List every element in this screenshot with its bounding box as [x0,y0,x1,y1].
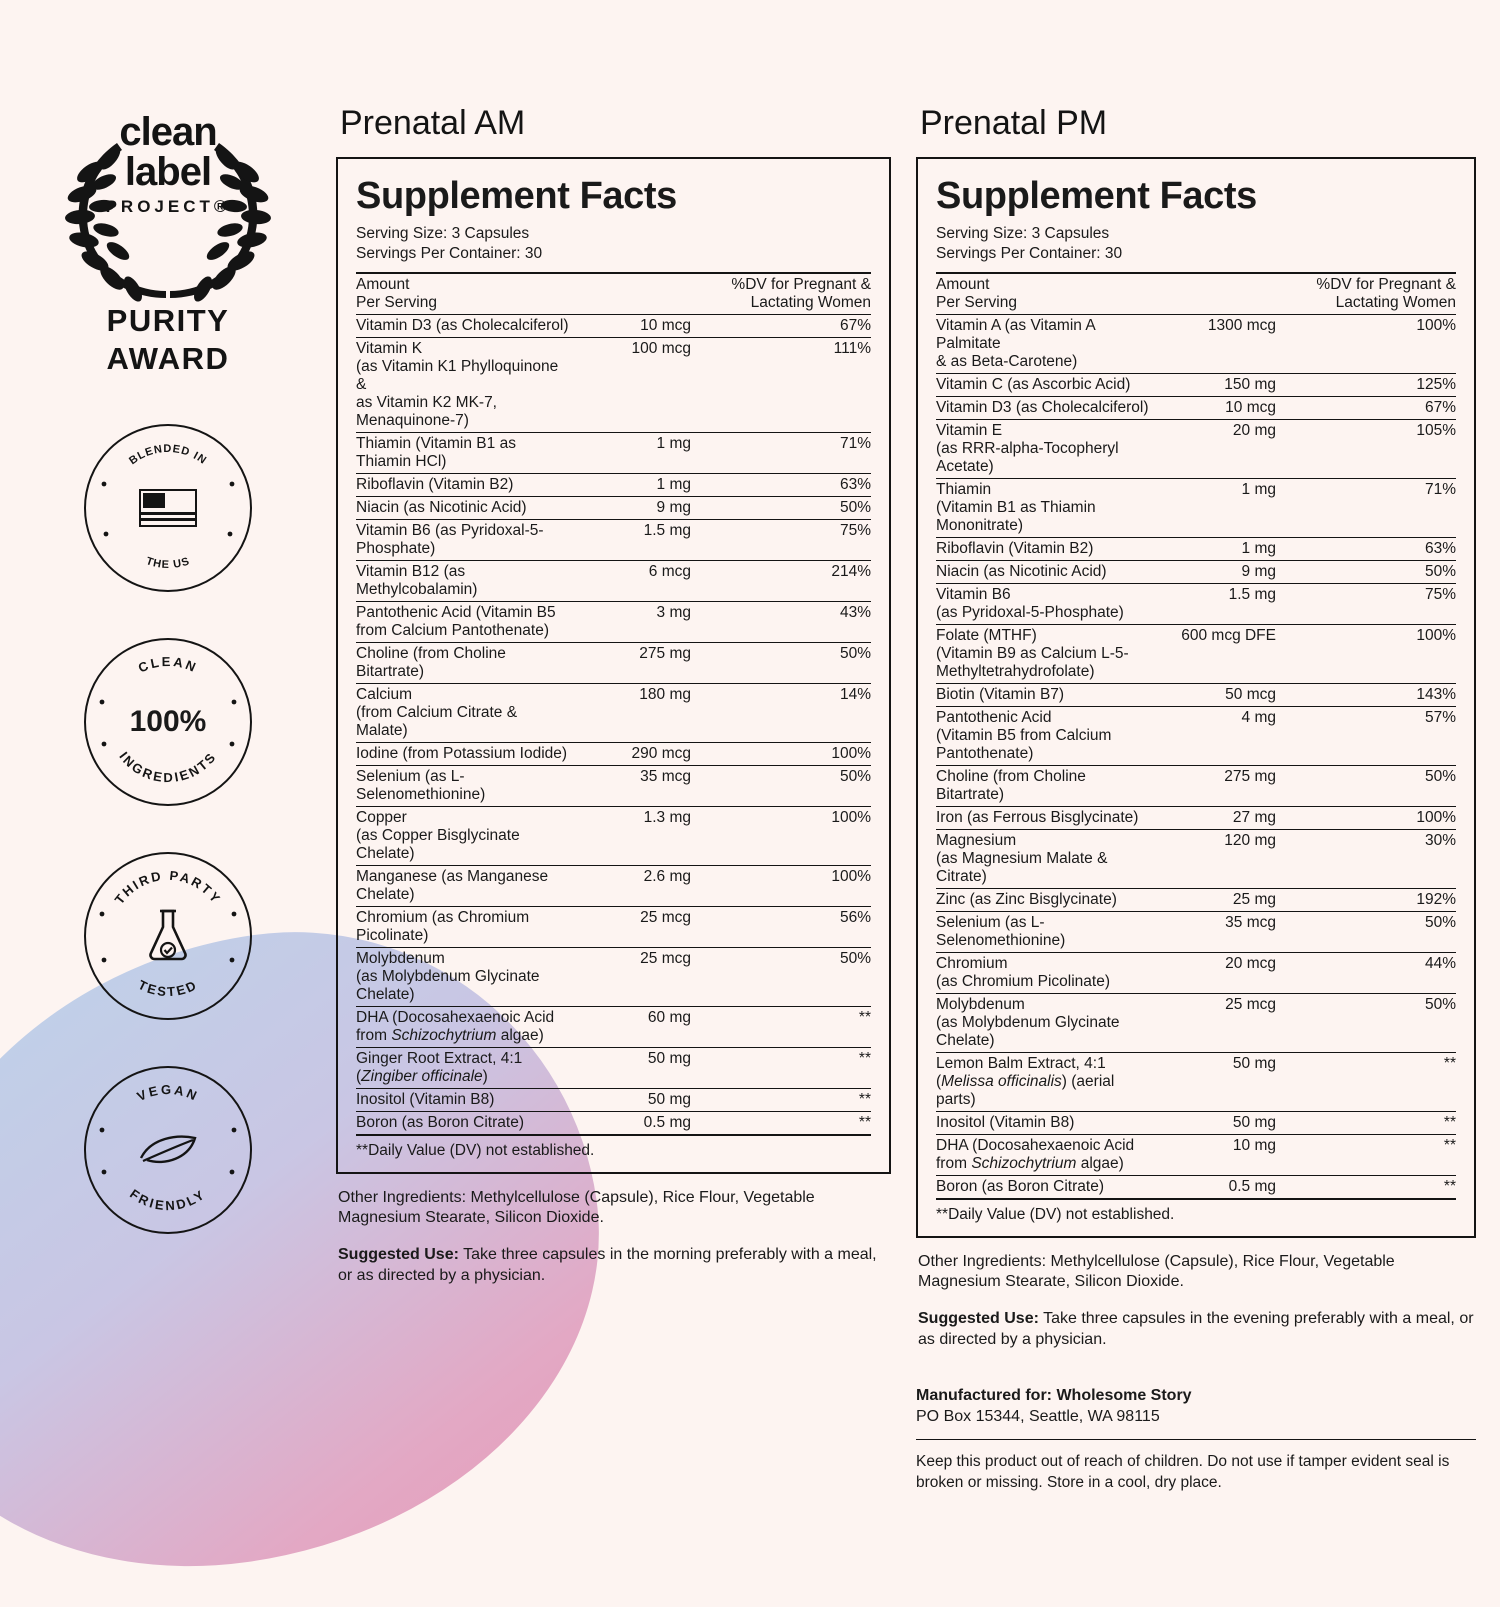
nutrient-daily-value: 71% [1424,480,1456,498]
purity-award-text: PURITY AWARD [106,303,230,376]
nutrient-name: Inositol (Vitamin B8) [936,1113,1075,1131]
pm-header-amount: Amount Per Serving [936,275,1017,311]
nutrient-name: Riboflavin (Vitamin B2) [356,475,514,493]
pm-header-dv: %DV for Pregnant & Lactating Women [1316,275,1456,311]
nutrient-daily-value: ** [1443,1054,1456,1072]
table-row [356,642,871,683]
nutrient-amount: 25 mcg [1225,995,1276,1013]
vegan-center [86,1068,250,1232]
third-party-center [86,854,250,1018]
clp-line3: PROJECT® [105,197,231,216]
table-row [936,560,1456,583]
nutrient-amount: 10 mcg [640,316,691,334]
nutrient-name: Copper (as Copper Bisglycinate Chelate) [356,808,520,862]
nutrient-name: Niacin (as Nicotinic Acid) [936,562,1107,580]
nutrient-amount: 4 mg [1241,708,1276,726]
am-servings-per-container: Servings Per Container: 30 [356,244,543,262]
third-party-tested-badge [84,852,252,1020]
nutrient-daily-value: 75% [1424,585,1456,603]
nutrient-name: Vitamin E (as RRR-alpha-Tocopheryl Acetate) [936,421,1119,475]
nutrient-daily-value: 214% [831,562,871,580]
table-row [356,947,871,1006]
nutrient-name: Magnesium (as Magnesium Malate & Citrate) [936,831,1108,885]
nutrient-daily-value: 44% [1424,954,1456,972]
nutrient-amount: 20 mcg [1225,954,1276,972]
nutrient-name: Ginger Root Extract, 4:1 (Zingiber officinale) [356,1049,523,1085]
table-row [356,1047,871,1088]
nutrient-name: Manganese (as Manganese Chelate) [356,867,549,903]
nutrient-name: Niacin (as Nicotinic Acid) [356,498,527,516]
manufactured-block [916,1385,1476,1427]
nutrient-name: Vitamin B6 (as Pyridoxal-5-Phosphate) [356,521,544,557]
us-flag-icon [139,489,197,527]
nutrient-amount: 25 mcg [640,949,691,967]
nutrient-daily-value: 63% [1424,539,1456,557]
pm-suggested-use [918,1309,1474,1351]
pm-supplement-facts-box [916,157,1476,1238]
pm-servings-per-container: Servings Per Container: 30 [936,244,1123,262]
table-row [936,373,1456,396]
badge-column [28,86,308,1234]
prenatal-am-panel [336,104,891,1287]
nutrient-amount: 60 mg [647,1008,691,1026]
nutrient-amount: 20 mg [1232,421,1276,439]
nutrient-daily-value: 67% [1424,398,1456,416]
nutrient-amount: 1300 mcg [1207,316,1276,334]
pm-footnote: **Daily Value (DV) not established. [936,1205,1175,1223]
nutrient-amount: 1.5 mg [1228,585,1276,603]
clean-ingredients-value: 100% [129,704,207,738]
pm-title: Prenatal PM [920,104,1108,142]
pm-serving-info [936,224,1456,264]
svg-text:VEGAN: VEGAN [134,1081,202,1104]
blended-in-us-center [86,426,250,590]
nutrient-name: Folate (MTHF) (Vitamin B9 as Calcium L-5-Methyltetrahydrofolate) [936,626,1129,680]
nutrient-daily-value: 50% [1424,767,1456,785]
nutrient-amount: 275 mg [639,644,691,662]
nutrient-daily-value: 100% [831,867,871,885]
table-row [356,473,871,496]
nutrient-name: DHA (Docosahexaenoic Acid from Schizochytrium algae) [936,1136,1135,1172]
nutrient-daily-value: 71% [839,434,871,452]
am-title: Prenatal AM [340,104,526,142]
nutrient-amount: 50 mg [1232,1054,1276,1072]
svg-text:TESTED: TESTED [135,976,201,999]
table-row [936,911,1456,952]
table-row [356,865,871,906]
am-facts-table [356,272,871,1134]
table-row [936,829,1456,888]
table-row [356,765,871,806]
nutrient-daily-value: ** [858,1113,871,1131]
nutrient-daily-value: 111% [833,339,871,357]
table-row [936,1134,1456,1175]
table-row [356,1088,871,1111]
nutrient-daily-value: 57% [1424,708,1456,726]
table-row [936,478,1456,537]
nutrient-amount: 9 mg [1241,562,1276,580]
nutrient-daily-value: 50% [1424,562,1456,580]
nutrient-name: Vitamin D3 (as Cholecalciferol) [936,398,1149,416]
nutrient-daily-value: ** [858,1090,871,1108]
svg-text:THE US: THE US [144,554,192,571]
am-other-ingredients: Other Ingredients: Methylcellulose (Capsule), Rice Flour, Vegetable Magnesium Stearate, Silicon Dioxide. [338,1188,815,1227]
nutrient-name: Vitamin A (as Vitamin A Palmitate & as Beta-Carotene) [936,316,1095,370]
nutrient-daily-value: ** [1443,1136,1456,1154]
nutrient-amount: 290 mcg [631,744,691,762]
nutrient-daily-value: 192% [1416,890,1456,908]
table-row [936,537,1456,560]
nutrient-name: Chromium (as Chromium Picolinate) [936,954,1110,990]
am-serving-info [356,224,871,264]
nutrient-amount: 600 mcg DFE [1181,626,1276,644]
nutrient-name: Iron (as Ferrous Bisglycinate) [936,808,1139,826]
nutrient-daily-value: 125% [1416,375,1456,393]
nutrient-name: Calcium (from Calcium Citrate & Malate) [356,685,518,739]
nutrient-name: Thiamin (Vitamin B1 as Thiamin HCl) [356,434,516,470]
clean-label-project-badge [38,86,298,316]
am-header-amount: Amount Per Serving [356,275,437,311]
table-row [356,519,871,560]
nutrient-amount: 150 mg [1224,375,1276,393]
table-row [356,314,871,337]
pm-table-header-row [936,273,1456,315]
nutrient-amount: 275 mg [1224,767,1276,785]
am-serving-size: Serving Size: 3 Capsules [356,225,530,242]
table-row [356,742,871,765]
nutrient-name: Boron (as Boron Citrate) [936,1177,1104,1195]
nutrient-amount: 1 mg [656,475,691,493]
table-row [356,906,871,947]
table-row [356,683,871,742]
svg-text:FRIENDLY: FRIENDLY [127,1185,209,1213]
nutrient-name: Vitamin B6 (as Pyridoxal-5-Phosphate) [936,585,1124,621]
table-row [356,337,871,432]
nutrient-amount: 0.5 mg [643,1113,691,1131]
table-row [356,432,871,473]
table-row [936,706,1456,765]
nutrient-name: Vitamin D3 (as Cholecalciferol) [356,316,569,334]
nutrient-amount: 50 mg [647,1090,691,1108]
prenatal-pm-panel [916,104,1476,1493]
nutrient-name: DHA (Docosahexaenoic Acid from Schizochytrium algae) [356,1008,555,1044]
product-warning: Keep this product out of reach of children. Do not use if tamper evident seal is broken or missing. Store in a cool, dry place. [916,1439,1476,1493]
nutrient-daily-value: 50% [839,949,871,967]
svg-text:THIRD PARTY: THIRD PARTY [111,867,225,907]
table-row [936,1111,1456,1134]
table-row [936,806,1456,829]
nutrient-daily-value: 50% [839,644,871,662]
pm-facts-header: Supplement Facts [936,175,1257,217]
pm-other-ingredients: Other Ingredients: Methylcellulose (Capsule), Rice Flour, Vegetable Magnesium Stearate, Silicon Dioxide. [918,1252,1395,1291]
table-row [936,583,1456,624]
table-row [936,396,1456,419]
table-row [356,1006,871,1047]
nutrient-daily-value: 100% [831,808,871,826]
manufacturer-address: PO Box 15344, Seattle, WA 98115 [916,1407,1160,1425]
nutrient-daily-value: 56% [839,908,871,926]
table-row [936,765,1456,806]
nutrient-name: Inositol (Vitamin B8) [356,1090,495,1108]
nutrient-amount: 0.5 mg [1228,1177,1276,1195]
nutrient-name: Vitamin B12 (as Methylcobalamin) [356,562,478,598]
nutrient-amount: 1.5 mg [643,521,691,539]
nutrient-name: Riboflavin (Vitamin B2) [936,539,1094,557]
table-row [936,1052,1456,1111]
pm-suggested-label: Suggested Use: [918,1310,1039,1328]
nutrient-amount: 2.6 mg [643,867,691,885]
am-footnote: **Daily Value (DV) not established. [356,1141,595,1159]
nutrient-name: Vitamin K (as Vitamin K1 Phylloquinone & as Vitamin K2 MK-7, Menaquinone-7) [356,339,559,429]
nutrient-name: Pantothenic Acid (Vitamin B5 from Calcium Pantothenate) [356,603,556,639]
nutrient-name: Molybdenum (as Molybdenum Glycinate Chelate) [936,995,1120,1049]
nutrient-daily-value: 75% [839,521,871,539]
nutrient-name: Selenium (as L-Selenomethionine) [936,913,1066,949]
nutrient-name: Pantothenic Acid (Vitamin B5 from Calcium Pantothenate) [936,708,1112,762]
nutrient-amount: 1 mg [1241,480,1276,498]
nutrient-name: Chromium (as Chromium Picolinate) [356,908,530,944]
table-row [356,806,871,865]
svg-text:BLENDED IN: BLENDED IN [127,442,209,467]
table-row [936,888,1456,911]
vegan-friendly-badge [84,1066,252,1234]
nutrient-name: Thiamin (Vitamin B1 as Thiamin Mononitrate) [936,480,1096,534]
table-row [936,419,1456,478]
nutrient-name: Zinc (as Zinc Bisglycinate) [936,890,1117,908]
pm-serving-size: Serving Size: 3 Capsules [936,225,1110,242]
nutrient-amount: 6 mcg [648,562,691,580]
clp-line1: clean [119,110,217,154]
nutrient-daily-value: ** [1443,1177,1456,1195]
nutrient-amount: 50 mg [647,1049,691,1067]
blended-in-us-badge [84,424,252,592]
clp-line2: label [124,150,212,194]
table-row [936,683,1456,706]
table-row [936,993,1456,1052]
nutrient-amount: 1 mg [1241,539,1276,557]
nutrient-daily-value: 43% [839,603,871,621]
nutrient-name: Molybdenum (as Molybdenum Glycinate Chelate) [356,949,540,1003]
am-suggested-use [338,1245,889,1287]
flask-icon [145,907,191,965]
nutrient-amount: 9 mg [656,498,691,516]
nutrient-amount: 25 mg [1232,890,1276,908]
pm-facts-table [936,272,1456,1198]
nutrient-amount: 1.3 mg [643,808,691,826]
nutrient-daily-value: 67% [839,316,871,334]
am-table-header-row [356,273,871,315]
nutrient-amount: 27 mg [1232,808,1276,826]
nutrient-name: Iodine (from Potassium Iodide) [356,744,568,762]
nutrient-name: Lemon Balm Extract, 4:1 (Melissa officinalis) (aerial parts) [936,1054,1115,1108]
nutrient-daily-value: 14% [839,685,871,703]
nutrient-name: Biotin (Vitamin B7) [936,685,1065,703]
svg-text:INGREDIENTS: INGREDIENTS [116,748,220,785]
am-header-dv: %DV for Pregnant & Lactating Women [731,275,871,311]
nutrient-daily-value: 100% [1416,626,1456,644]
am-facts-header: Supplement Facts [356,175,677,217]
nutrient-name: Boron (as Boron Citrate) [356,1113,524,1131]
nutrient-daily-value: ** [858,1049,871,1067]
nutrient-name: Choline (from Choline Bitartrate) [356,644,506,680]
table-row [356,560,871,601]
nutrient-amount: 10 mcg [1225,398,1276,416]
nutrient-daily-value: ** [1443,1113,1456,1131]
leaf-icon [137,1132,199,1168]
nutrient-daily-value: 105% [1416,421,1456,439]
clean-label-project-text [38,112,298,215]
nutrient-amount: 50 mcg [1225,685,1276,703]
table-row [936,314,1456,373]
nutrient-amount: 50 mg [1232,1113,1276,1131]
nutrient-daily-value: 50% [839,498,871,516]
nutrient-daily-value: 143% [1416,685,1456,703]
clean-ingredients-badge [84,638,252,806]
table-row [356,496,871,519]
nutrient-amount: 180 mg [639,685,691,703]
am-supplement-facts-box [336,157,891,1174]
nutrient-daily-value: 100% [1416,316,1456,334]
manufactured-for: Manufactured for: Wholesome Story [916,1386,1192,1404]
nutrient-daily-value: 100% [1416,808,1456,826]
nutrient-daily-value: 50% [1424,995,1456,1013]
nutrient-name: Selenium (as L-Selenomethionine) [356,767,486,803]
nutrient-amount: 1 mg [656,434,691,452]
nutrient-amount: 3 mg [656,603,691,621]
nutrient-daily-value: 30% [1424,831,1456,849]
nutrient-amount: 100 mcg [631,339,691,357]
nutrient-amount: 35 mcg [640,767,691,785]
nutrient-daily-value: 63% [839,475,871,493]
nutrient-daily-value: 50% [839,767,871,785]
nutrient-amount: 10 mg [1232,1136,1276,1154]
nutrient-daily-value: 100% [831,744,871,762]
nutrient-name: Vitamin C (as Ascorbic Acid) [936,375,1131,393]
svg-text:CLEAN: CLEAN [135,653,201,676]
nutrient-amount: 35 mcg [1225,913,1276,931]
clean-ingredients-center [86,640,250,804]
nutrient-amount: 120 mg [1224,831,1276,849]
table-row [936,952,1456,993]
table-row [356,601,871,642]
table-row [356,1111,871,1134]
nutrient-amount: 25 mcg [640,908,691,926]
table-row [936,624,1456,683]
pm-suggested-text: Take three capsules in the evening preferably with a meal, or as directed by a physician. [918,1310,1474,1349]
table-row [936,1175,1456,1198]
am-suggested-label: Suggested Use: [338,1246,459,1264]
nutrient-daily-value: ** [858,1008,871,1026]
nutrient-daily-value: 50% [1424,913,1456,931]
nutrient-name: Choline (from Choline Bitartrate) [936,767,1086,803]
am-suggested-text: Take three capsules in the morning preferably with a meal, or as directed by a physician. [338,1246,877,1285]
